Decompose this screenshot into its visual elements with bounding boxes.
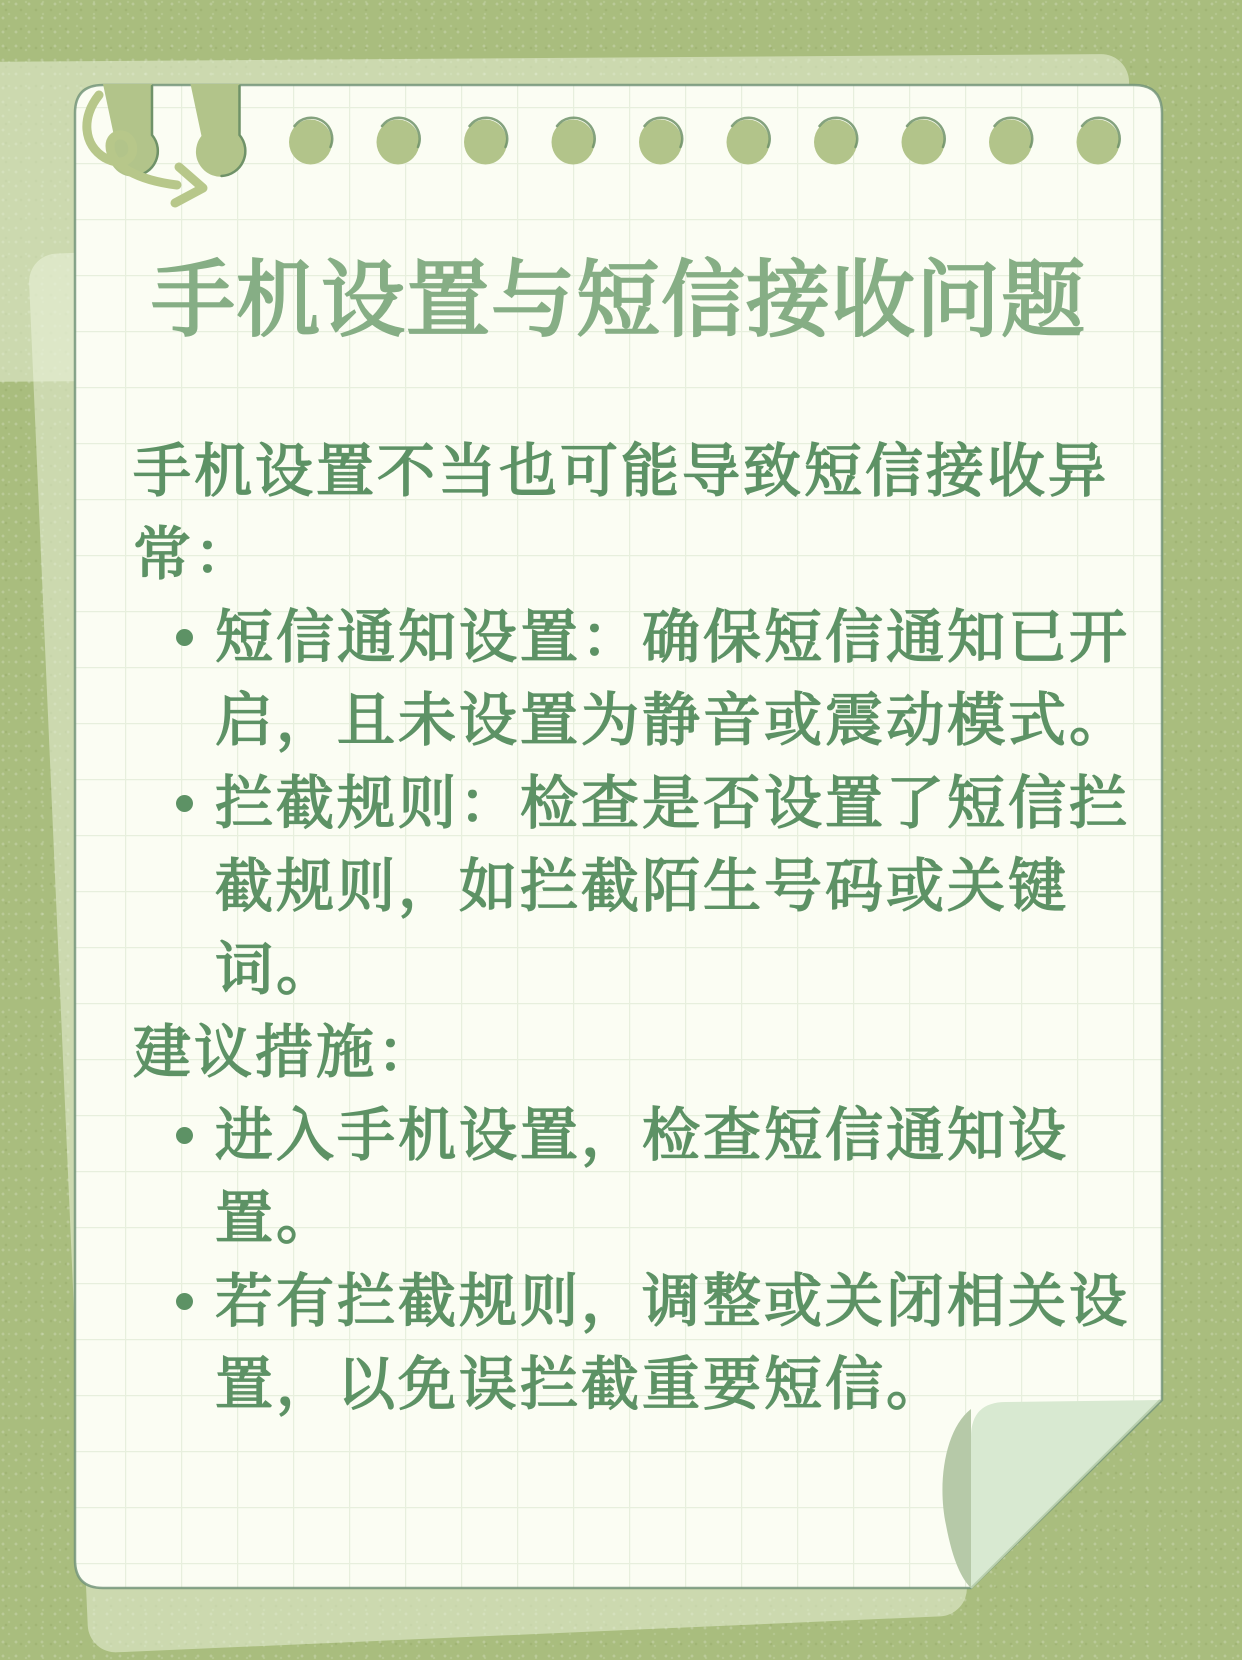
arrow-doodle-icon [75, 85, 245, 210]
note-line [133, 1260, 1133, 1343]
note-line-text: 建议措施： [133, 1020, 439, 1085]
note-line [133, 430, 1133, 513]
bullet-dot [176, 629, 193, 646]
note-line [133, 1343, 1133, 1426]
bullet-dot [176, 1127, 193, 1144]
note-line-text: 截规则，如拦截陌生号码或关键 [215, 854, 1070, 919]
note-body [133, 430, 1133, 1426]
note-line [133, 1094, 1133, 1177]
note-line-text: 常： [133, 522, 256, 587]
note-line [133, 1177, 1133, 1260]
note-line-text: 置。 [215, 1186, 338, 1251]
note-line [133, 845, 1133, 928]
note-line [133, 679, 1133, 762]
note-line-text: 若有拦截规则，调整或关闭相关设 [215, 1269, 1131, 1334]
note-line-text: 短信通知设置：确保短信通知已开 [215, 605, 1131, 670]
note-line-text: 拦截规则：检查是否设置了短信拦 [215, 771, 1131, 836]
note-line [133, 596, 1133, 679]
note-line-text: 置，以免误拦截重要短信。 [215, 1352, 948, 1417]
note-line [133, 1011, 1133, 1094]
notebook-paper [75, 85, 1162, 1588]
note-line [133, 513, 1133, 596]
note-title: 手机设置与短信接收问题 [150, 253, 1086, 347]
bullet-dot [176, 795, 193, 812]
note-line [133, 928, 1133, 1011]
bullet-dot [176, 1293, 193, 1310]
note-line [133, 762, 1133, 845]
note-line-text: 手机设置不当也可能导致短信接收异 [133, 439, 1110, 504]
note-line-text: 启，且未设置为静音或震动模式。 [215, 688, 1131, 753]
note-line-text: 词。 [215, 937, 338, 1002]
note-line-text: 进入手机设置，检查短信通知设 [215, 1103, 1070, 1168]
